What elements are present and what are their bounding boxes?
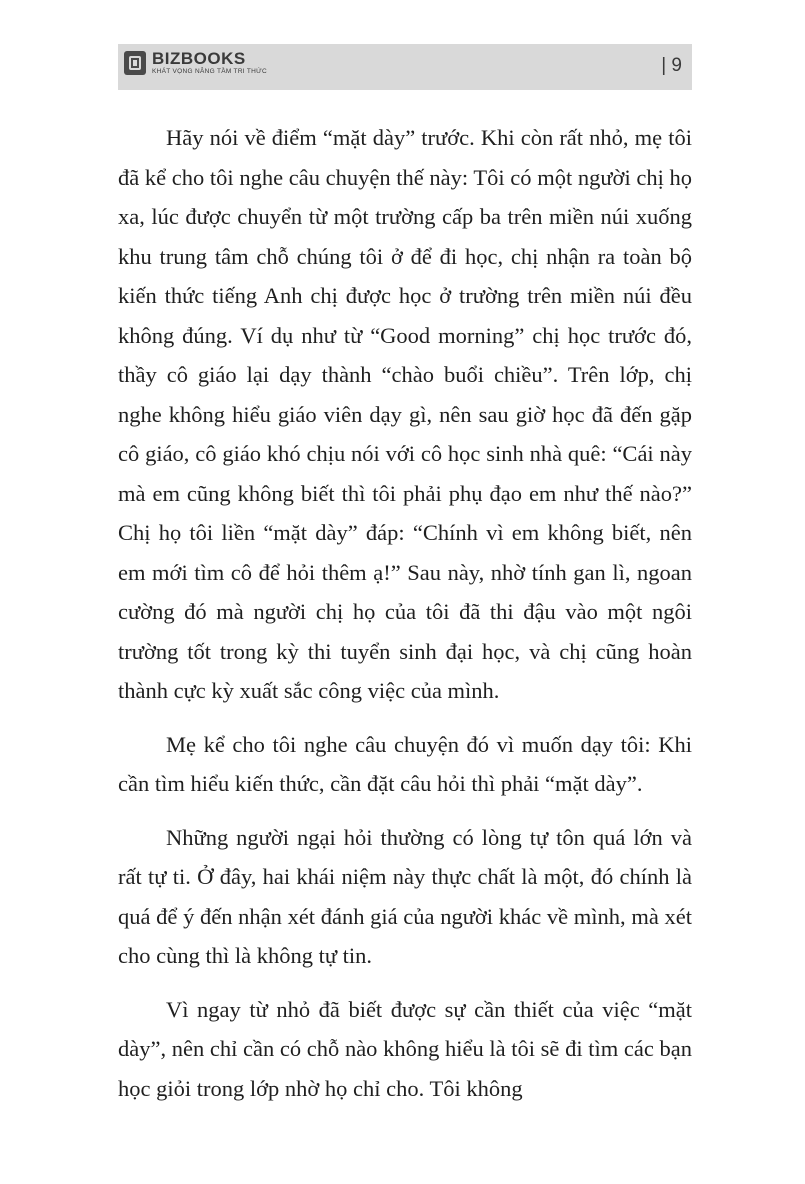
body-text xyxy=(118,118,692,1122)
page-number: | 9 xyxy=(661,55,682,76)
brand-tagline: KHÁT VỌNG NÂNG TẦM TRI THỨC xyxy=(152,68,268,75)
paragraph: Mẹ kể cho tôi nghe câu chuyện đó vì muốn dạy tôi: Khi cần tìm hiểu kiến thức, cần đặt câu hỏi thì phải “mặt dày”. xyxy=(118,731,692,796)
brand-name: BIZBOOKS xyxy=(152,49,246,68)
paragraph: Hãy nói về điểm “mặt dày” trước. Khi còn rất nhỏ, mẹ tôi đã kể cho tôi nghe câu chuyện thế này: Tôi có một người chị họ xa, lúc được chuyển từ một trường cấp ba trên miền núi xuống khu trung tâm chỗ chúng tôi ở để đi học, chị nhận ra toàn bộ kiến thức tiếng Anh chị được học ở trường trên miền núi đều không đúng. Ví dụ như từ “Good morning” chị học trước đó, thầy cô giáo lại dạy thành “chào buổi chiều”. Trên lớp, chị nghe không hiểu giáo viên dạy gì, nên sau giờ học đã đến gặp cô giáo, cô giáo khó chịu nói với cô học sinh nhà quê: “Cái này mà em cũng không biết thì tôi phải phụ đạo em như thế nào?” Chị họ tôi liền “mặt dày” đáp: “Chính vì em không biết, nên em mới tìm cô để hỏi thêm ạ!” Sau này, nhờ tính gan lì, ngoan cường đó mà người chị họ của tôi đã thi đậu vào một ngôi trường tốt trong kỳ thi tuyển sinh đại học, và chị cũng hoàn thành cực kỳ xuất sắc công việc của mình. xyxy=(118,125,692,703)
bizbooks-logo-icon xyxy=(124,51,146,75)
paragraph: Vì ngay từ nhỏ đã biết được sự cần thiết của việc “mặt dày”, nên chỉ cần có chỗ nào không hiểu là tôi sẽ đi tìm các bạn học giỏi trong lớp nhờ họ chỉ cho. Tôi không xyxy=(118,996,692,1101)
running-header xyxy=(118,44,692,90)
logo-text xyxy=(152,50,267,76)
bizbooks-logo xyxy=(124,50,267,76)
paragraph: Những người ngại hỏi thường có lòng tự tôn quá lớn và rất tự ti. Ở đây, hai khái niệm này thực chất là một, đó chính là quá để ý đến nhận xét đánh giá của người khác về mình, mà xét cho cùng thì là không tự tin. xyxy=(118,824,692,968)
